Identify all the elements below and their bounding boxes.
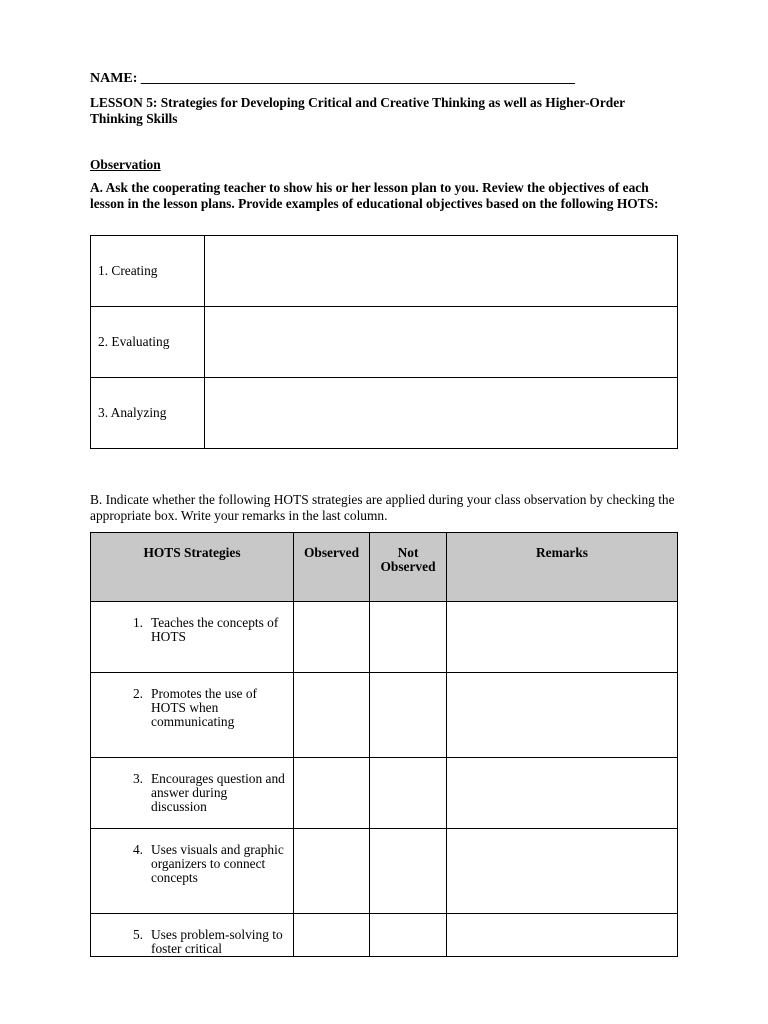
not-observed-checkbox-cell[interactable] — [370, 914, 447, 957]
table-row — [91, 378, 678, 449]
header-observed: Observed — [294, 533, 370, 602]
hots-answer-cell[interactable] — [205, 378, 678, 449]
strategy-number: 4. — [132, 842, 143, 857]
lesson-title: LESSON 5: Strategies for Developing Critical and Creative Thinking as well as Higher-Order Thinking Skills — [90, 95, 625, 126]
observed-checkbox-cell[interactable] — [294, 829, 370, 914]
not-observed-checkbox-cell[interactable] — [370, 673, 447, 758]
hots-label-evaluating: 2. Evaluating — [91, 307, 205, 378]
hots-answer-cell[interactable] — [205, 236, 678, 307]
hots-answer-cell[interactable] — [205, 307, 678, 378]
table-row — [91, 914, 678, 957]
hots-strategy-table — [90, 532, 678, 957]
strategy-cell — [91, 829, 294, 914]
instruction-a: A. Ask the cooperating teacher to show his or her lesson plan to you. Review the objectives of each lesson in the lesson plans. Provide examples of educational objectives based on the following HOTS: — [90, 180, 659, 211]
table-row — [91, 307, 678, 378]
remarks-cell[interactable] — [447, 673, 678, 758]
observed-checkbox-cell[interactable] — [294, 673, 370, 758]
strategy-text: Uses visuals and graphic organizers to connect concepts — [151, 842, 284, 885]
strategy-cell — [91, 914, 294, 957]
strategy-number: 1. — [132, 615, 143, 630]
observed-checkbox-cell[interactable] — [294, 758, 370, 829]
strategy-text: Promotes the use of HOTS when communicating — [151, 686, 257, 729]
strategy-cell — [91, 758, 294, 829]
header-not-observed: Not Observed — [370, 533, 447, 602]
strategy-number: 3. — [132, 771, 143, 786]
hots-objectives-table — [90, 235, 678, 449]
instruction-b: B. Indicate whether the following HOTS strategies are applied during your class observation by checking the appropriate box. Write your remarks in the last column. — [90, 492, 675, 523]
not-observed-checkbox-cell[interactable] — [370, 602, 447, 673]
observed-checkbox-cell[interactable] — [294, 602, 370, 673]
remarks-cell[interactable] — [447, 758, 678, 829]
strategy-cell — [91, 673, 294, 758]
strategy-text: Teaches the concepts of HOTS — [151, 615, 279, 644]
table-row — [91, 673, 678, 758]
table-header-row — [91, 533, 678, 602]
remarks-cell[interactable] — [447, 829, 678, 914]
not-observed-checkbox-cell[interactable] — [370, 758, 447, 829]
strategy-text: Encourages question and answer during discussion — [151, 771, 285, 814]
remarks-cell[interactable] — [447, 914, 678, 957]
table-row — [91, 602, 678, 673]
hots-label-creating: 1. Creating — [91, 236, 205, 307]
table-row — [91, 758, 678, 829]
table-row — [91, 829, 678, 914]
strategy-number: 5. — [132, 927, 143, 942]
strategy-number: 2. — [132, 686, 143, 701]
hots-label-analyzing: 3. Analyzing — [91, 378, 205, 449]
observation-heading: Observation — [90, 157, 161, 172]
observed-checkbox-cell[interactable] — [294, 914, 370, 957]
not-observed-checkbox-cell[interactable] — [370, 829, 447, 914]
header-hots-strategies: HOTS Strategies — [91, 533, 294, 602]
strategy-cell — [91, 602, 294, 673]
table-row — [91, 236, 678, 307]
strategy-text: Uses problem-solving to foster critical — [151, 927, 283, 956]
header-remarks: Remarks — [447, 533, 678, 602]
name-line: NAME: ______________________________________________________________ — [90, 71, 575, 86]
remarks-cell[interactable] — [447, 602, 678, 673]
